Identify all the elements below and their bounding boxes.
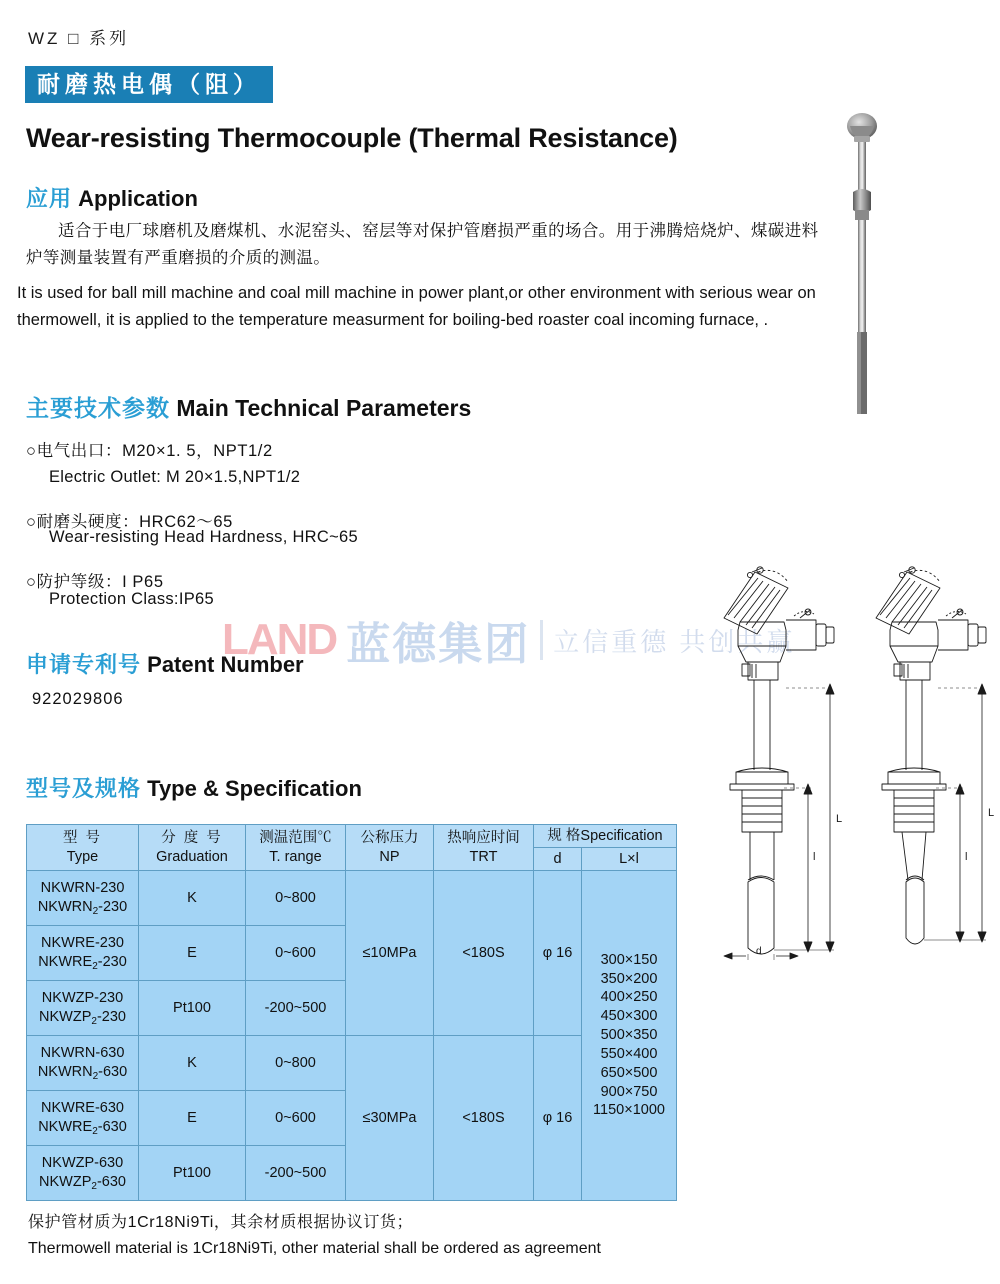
lxl-value: 650×500	[600, 1064, 658, 1081]
th-temperature-range-cn: 测温范围℃	[259, 829, 332, 846]
specification-table-wrapper	[26, 824, 676, 1201]
cell-diameter: φ 16	[534, 871, 582, 1036]
drawing-right	[876, 567, 986, 944]
dimension-label-d: d	[756, 946, 762, 957]
th-diameter: d	[534, 848, 582, 871]
cell-thermal-response-time: <180S	[434, 1036, 534, 1201]
lxl-value: 900×750	[600, 1083, 658, 1100]
product-photo	[838, 110, 908, 420]
cell-type	[27, 1146, 139, 1201]
watermark-divider	[540, 620, 543, 660]
product-title-en: Wear-resisting Thermocouple (Thermal Resistance)	[26, 123, 678, 153]
th-specification-group	[534, 825, 677, 848]
cell-type-line1: NKWRN-230	[40, 880, 125, 897]
parameter-protection-class-cn: ○防护等级：I P65	[26, 573, 164, 591]
cell-type	[27, 871, 139, 926]
watermark-brand-latin: LAND	[222, 615, 337, 664]
th-graduation-en: Graduation	[156, 848, 228, 865]
specification-table	[26, 824, 677, 1201]
th-thermal-response-time	[434, 825, 534, 871]
lxl-value: 400×250	[600, 989, 658, 1006]
th-temperature-range	[246, 825, 346, 871]
footnote-en: Thermowell material is 1Cr18Ni9Ti, other material shall be ordered as agreement	[28, 1240, 601, 1257]
footnote-cn: 保护管材质为1Cr18Ni9Ti，其余材质根据协议订货；	[28, 1214, 414, 1231]
section-heading-application-cn: 应用	[26, 186, 73, 211]
section-heading-application-en: Application	[78, 186, 198, 211]
th-graduation	[139, 825, 246, 871]
lxl-value: 350×200	[600, 970, 658, 987]
patent-number-value: 922029806	[32, 690, 124, 708]
watermark-slogan: 立信重德 共创共赢	[553, 626, 796, 657]
th-nominal-pressure-cn: 公称压力	[360, 829, 419, 846]
parameter-protection-class-en: Protection Class:IP65	[49, 590, 214, 608]
parameter-electric-outlet-en: Electric Outlet: M 20×1.5,NPT1/2	[49, 468, 301, 486]
cell-range: -200~500	[246, 1146, 346, 1201]
th-temperature-range-en: T. range	[269, 848, 322, 865]
lxl-value: 1150×1000	[593, 1102, 665, 1119]
section-heading-patent-cn: 申请专利号	[26, 652, 142, 677]
cell-type-line2: $NKWRE_2-630$	[38, 1119, 127, 1137]
th-length: L×l	[582, 848, 677, 871]
table-row	[27, 1036, 677, 1091]
cell-range: 0~600	[246, 926, 346, 981]
cell-range: 0~800	[246, 871, 346, 926]
technical-drawings	[700, 560, 1000, 960]
cell-range: -200~500	[246, 981, 346, 1036]
th-thermal-response-time-cn: 热响应时间	[447, 829, 520, 846]
cell-nominal-pressure: ≤30MPa	[346, 1036, 434, 1201]
series-code: WZ □ 系列	[28, 29, 130, 48]
th-specification-group-cn: 规 格	[547, 827, 581, 844]
cell-type-line2: $NKWRN_2-230$	[37, 899, 128, 917]
section-heading-type-specification-en: Type & Specification	[147, 776, 362, 801]
parameter-head-hardness-cn: ○耐磨头硬度：HRC62～65	[26, 513, 233, 531]
section-heading-patent-en: Patent Number	[147, 652, 304, 677]
lxl-value: 550×400	[600, 1045, 658, 1062]
table-row	[27, 871, 677, 926]
lxl-value: 450×300	[600, 1008, 658, 1025]
cell-type-line1: NKWRN-630	[40, 1045, 125, 1062]
section-heading-type-specification-cn: 型号及规格	[26, 776, 142, 801]
dimension-label-L: L	[836, 813, 843, 825]
dimension-label-l: l	[813, 851, 816, 863]
table-header	[27, 825, 677, 871]
product-title-cn: 耐磨热电偶（阻）	[25, 66, 273, 103]
cell-type	[27, 926, 139, 981]
cell-thermal-response-time: <180S	[434, 871, 534, 1036]
drawing-left	[724, 567, 834, 960]
th-type-cn: 型 号	[62, 829, 103, 846]
table-body	[27, 871, 677, 1201]
cell-type-line1: NKWZP-630	[41, 1155, 124, 1172]
cell-graduation: K	[139, 871, 246, 926]
th-specification-group-en: Specification	[580, 827, 663, 844]
cell-diameter: φ 16	[534, 1036, 582, 1201]
cell-type-line2: $NKWZP_2-630$	[39, 1174, 126, 1192]
section-heading-application	[26, 182, 198, 213]
th-graduation-cn: 分 度 号	[161, 829, 223, 846]
cell-nominal-pressure: ≤10MPa	[346, 871, 434, 1036]
application-body-en: It is used for ball mill machine and coal mill machine in power plant,or other environment with serious wear on thermowell, it is applied to the temperature measurment for boiling-bed roaster coal incoming furnace, .	[17, 284, 816, 329]
table-header-row-cn	[27, 825, 677, 848]
section-heading-patent	[26, 648, 304, 679]
parameter-head-hardness-en: Wear-resisting Head Hardness, HRC~65	[49, 528, 358, 546]
th-thermal-response-time-en: TRT	[469, 848, 498, 865]
cell-range: 0~800	[246, 1036, 346, 1091]
cell-type	[27, 1091, 139, 1146]
th-type-en: Type	[66, 848, 99, 865]
cell-type-line2: $NKWRE_2-230$	[38, 954, 127, 972]
lxl-value: 300×150	[600, 951, 658, 968]
section-heading-main-parameters-en: Main Technical Parameters	[176, 395, 472, 421]
th-nominal-pressure-en: NP	[379, 848, 400, 865]
section-heading-main-parameters-cn: 主要技术参数	[26, 395, 170, 421]
cell-range: 0~600	[246, 1091, 346, 1146]
watermark-brand-cn: 蓝德集团	[346, 620, 531, 669]
cell-graduation: E	[139, 1091, 246, 1146]
cell-graduation: E	[139, 926, 246, 981]
section-heading-type-specification	[26, 772, 362, 803]
dimension-label-l-right: l	[965, 851, 968, 863]
lxl-value: 500×350	[600, 1027, 658, 1044]
cell-type-line1: NKWRE-630	[41, 1100, 124, 1117]
section-heading-main-parameters	[26, 390, 471, 423]
cell-graduation: Pt100	[139, 1146, 246, 1201]
cell-length-list	[582, 871, 677, 1201]
cell-type-line2: $NKWZP_2-230$	[39, 1009, 126, 1027]
cell-type	[27, 981, 139, 1036]
th-type	[27, 825, 139, 871]
parameter-electric-outlet-cn: ○电气出口：M20×1. 5，NPT1/2	[26, 442, 273, 460]
dimension-label-L-right: L	[988, 807, 995, 819]
cell-type	[27, 1036, 139, 1091]
cell-graduation: Pt100	[139, 981, 246, 1036]
cell-type-line1: NKWZP-230	[41, 990, 124, 1007]
application-body-cn: 适合于电厂球磨机及磨煤机、水泥窑头、窑层等对保护管磨损严重的场合。用于沸腾焙烧炉、煤碳进料炉等测量装置有严重磨损的介质的测温。	[26, 222, 819, 268]
th-nominal-pressure	[346, 825, 434, 871]
cell-graduation: K	[139, 1036, 246, 1091]
cell-type-line2: $NKWRN_2-630$	[37, 1064, 128, 1082]
cell-type-line1: NKWRE-230	[41, 935, 124, 952]
